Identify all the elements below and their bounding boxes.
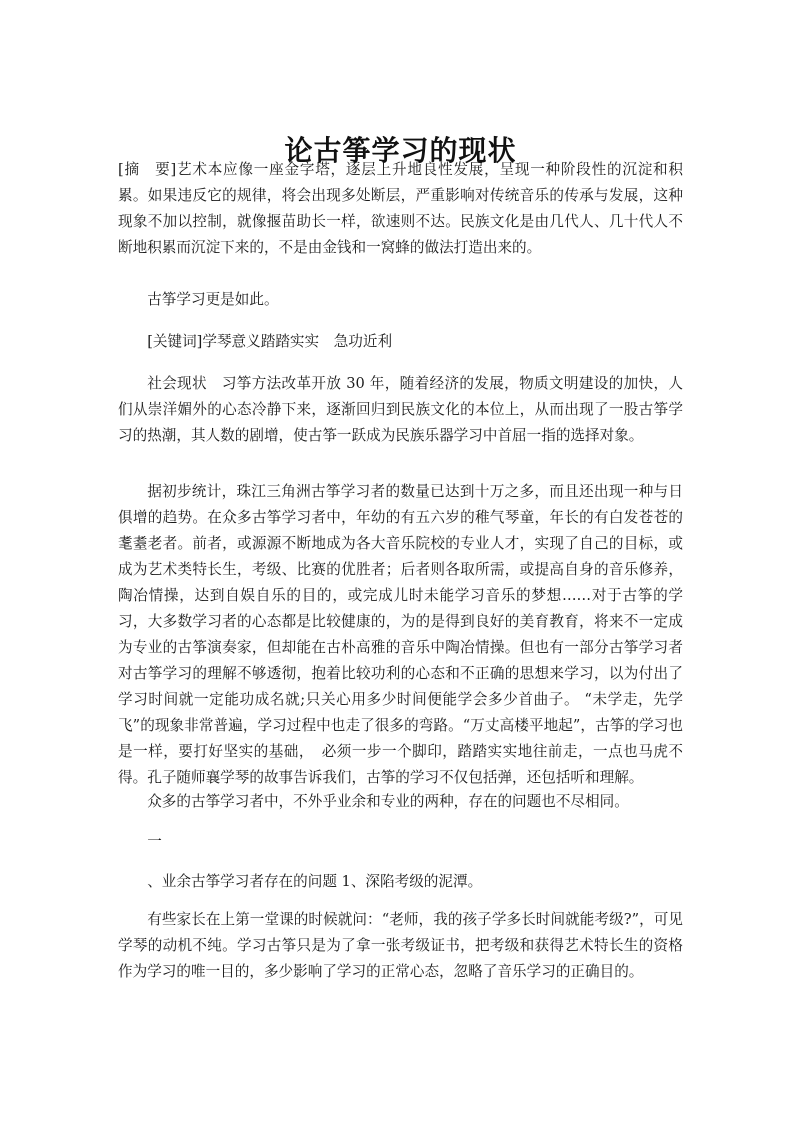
parents-paragraph: 有些家长在上第一堂课的时候就问：“老师，我的孩子学多长时间就能考级?”，可见学琴的动机不纯。学习古筝只是为了拿一张考级证书，把考级和获得艺术特长生的资格作为学习的唯一目的，多少影响了学习的正常心态，忽略了音乐学习的正确目的。 [118, 911, 683, 980]
document-title: 论古筝学习的现状 [284, 133, 517, 167]
social-status-paragraph: 社会现状 习筝方法改革开放 30 年，随着经济的发展，物质文明建设的加快，人们从崇洋媚外的心态冷静下来，逐渐回归到民族文化的本位上，从而出现了一股古筝学习的热潮，其人数的剧增，使古筝一跃成为民族乐器学习中首屈一指的选择对象。 [118, 375, 683, 444]
statistics-paragraph: 据初步统计，珠江三角洲古筝学习者的数量已达到十万之多，而且还出现一种与日俱增的趋势。在众多古筝学习者中，年幼的有五六岁的稚气琴童，年长的有白发苍苍的耄耋老者。前者，或源源不断地成为各大音乐院校的专业人才，实现了自己的目标，或成为艺术类特长生，考级、比赛的优胜者；后者则各取所需，或提高自身的音乐修养，陶冶情操，达到自娱自乐的目的，或完成儿时未能学习音乐的梦想……对于古筝的学习，大多数学习者的心态都是比较健康的，为的是得到良好的美育教育，将来不一定成为专业的古筝演奏家，但却能在古朴高雅的音乐中陶冶情操。但也有一部分古筝学习者对古筝学习的理解不够透彻，抱着比较功利的心态和不正确的思想来学习，以为付出了学习时间就一定能功成名就;只关心用多少时间便能学会多少首曲子。 “未学走，先学飞”的现象非常普遍，学习过程中也走了很多的弯路。“万丈高楼平地起”，古筝的学习也是一样，要打好坚实的基础， 必须一步一个脚印，踏踏实实地往前走，一点也马虎不得。孔子随师襄学琴的故事告诉我们，古筝的学习不仅包括弹，还包括听和理解。 [118, 483, 683, 786]
section-number: 一 [147, 833, 162, 850]
guzheng-paragraph: 古筝学习更是如此。 [147, 291, 279, 308]
keywords-paragraph: [关键词]学琴意义踏踏实实 急功近利 [147, 333, 393, 350]
amateur-heading-paragraph: 、业余古筝学习者存在的问题 1、深陷考级的泥潭。 [147, 873, 483, 890]
abstract-paragraph: [摘 要]艺术本应像一座金字塔，逐层上升地良性发展，呈现一种阶段性的沉淀和积累。如果违反它的规律，将会出现多处断层，严重影响对传统音乐的传承与发展，这种现象不加以控制，就像揠苗助长一样，欲速则不达。民族文化是由几代人、几十代人不断地积累而沉淀下来的，不是由金钱和一窝蜂的做法打造出来的。 [118, 161, 683, 256]
learners-types-paragraph: 众多的古筝学习者中，不外乎业余和专业的两种，存在的问题也不尽相同。 [147, 793, 629, 810]
